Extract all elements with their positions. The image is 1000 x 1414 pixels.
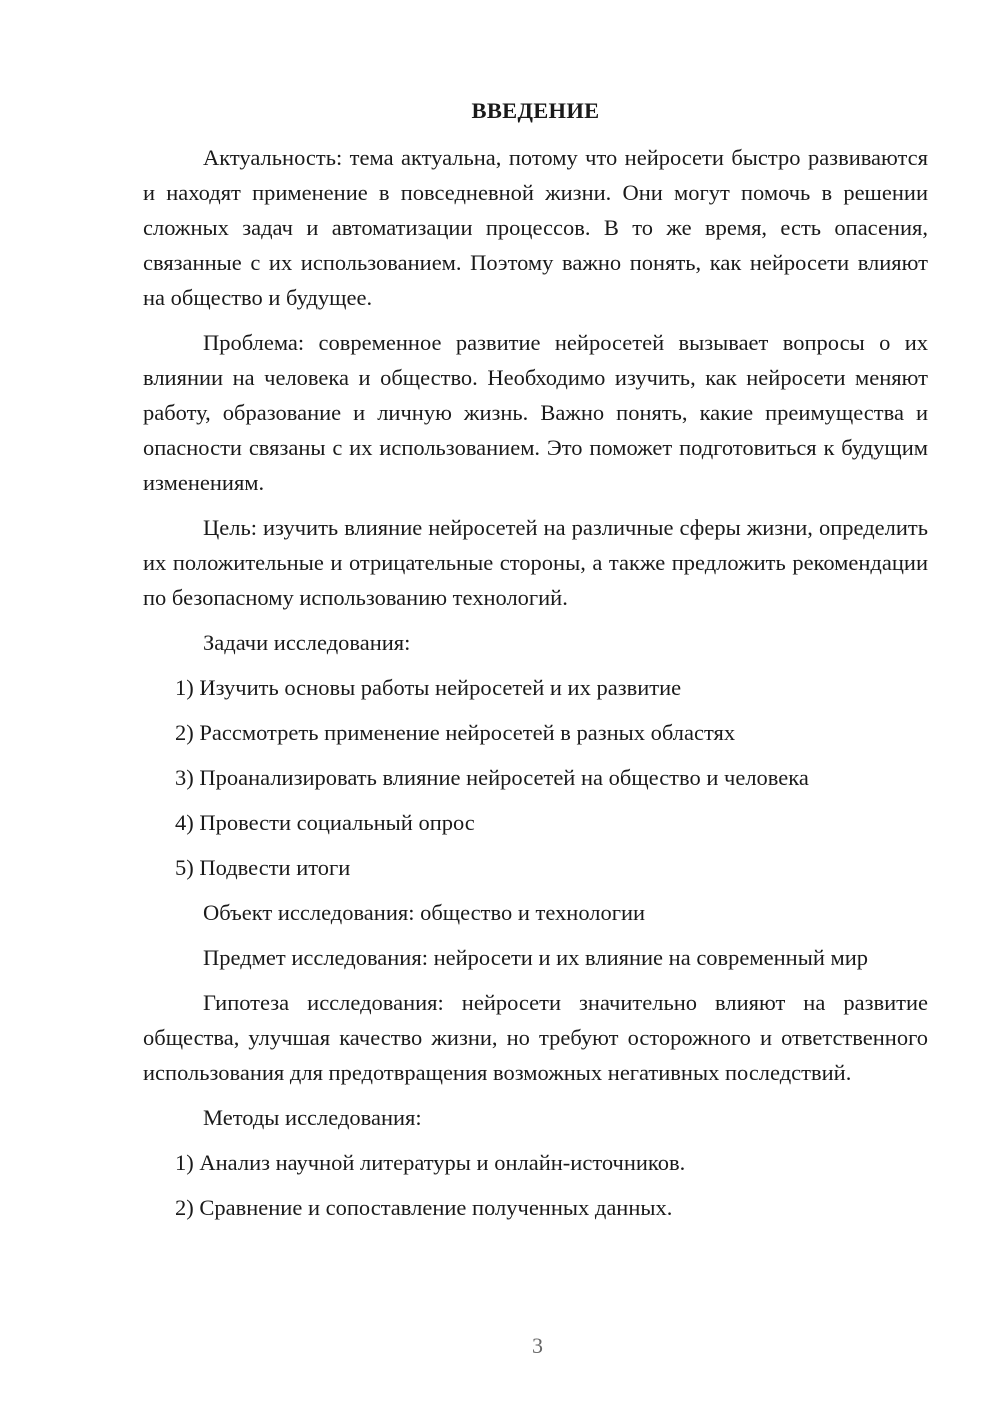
problem-paragraph: Проблема: современное развитие нейросетей вызывает вопросы о их влиянии на человека и общество. Необходимо изучить, как нейросети меняют работу, образование и личную жизнь. Важно понять, какие преимущества и опасности связаны с их использованием. Это поможет подготовиться к будущим изменениям. (143, 330, 928, 495)
tasks-heading: Задачи исследования: (203, 630, 411, 655)
list-item: 5) Подвести итоги (175, 855, 351, 880)
methods-list (143, 1145, 928, 1225)
goal-paragraph: Цель: изучить влияние нейросетей на различные сферы жизни, определить их положительные и отрицательные стороны, а также предложить рекомендации по безопасному использованию технологий. (143, 515, 928, 610)
list-item: 2) Рассмотреть применение нейросетей в разных областях (175, 720, 736, 745)
page-number: 3 (532, 1333, 543, 1358)
list-item: 3) Проанализировать влияние нейросетей на общество и человека (175, 765, 809, 790)
list-item: 2) Сравнение и сопоставление полученных данных. (175, 1195, 673, 1220)
tasks-list (143, 670, 928, 885)
relevance-paragraph: Актуальность: тема актуальна, потому что нейросети быстро развиваются и находят применение в повседневной жизни. Они могут помочь в решении сложных задач и автоматизации процессов. В то же время, есть опасения, связанные с их использованием. Поэтому важно понять, как нейросети влияют на общество и будущее. (143, 145, 928, 310)
page-title: ВВЕДЕНИЕ (471, 98, 600, 123)
document-page (143, 96, 928, 1235)
list-item: 1) Изучить основы работы нейросетей и их развитие (175, 675, 682, 700)
list-item: 4) Провести социальный опрос (175, 810, 475, 835)
hypothesis-paragraph: Гипотеза исследования: нейросети значительно влияют на развитие общества, улучшая качество жизни, но требуют осторожного и ответственного использования для предотвращения возможных негативных последствий. (143, 990, 928, 1085)
subject-paragraph: Предмет исследования: нейросети и их влияние на современный мир (203, 945, 869, 970)
methods-heading: Методы исследования: (203, 1105, 422, 1130)
object-paragraph: Объект исследования: общество и технологии (203, 900, 646, 925)
list-item: 1) Анализ научной литературы и онлайн-источников. (175, 1150, 686, 1175)
